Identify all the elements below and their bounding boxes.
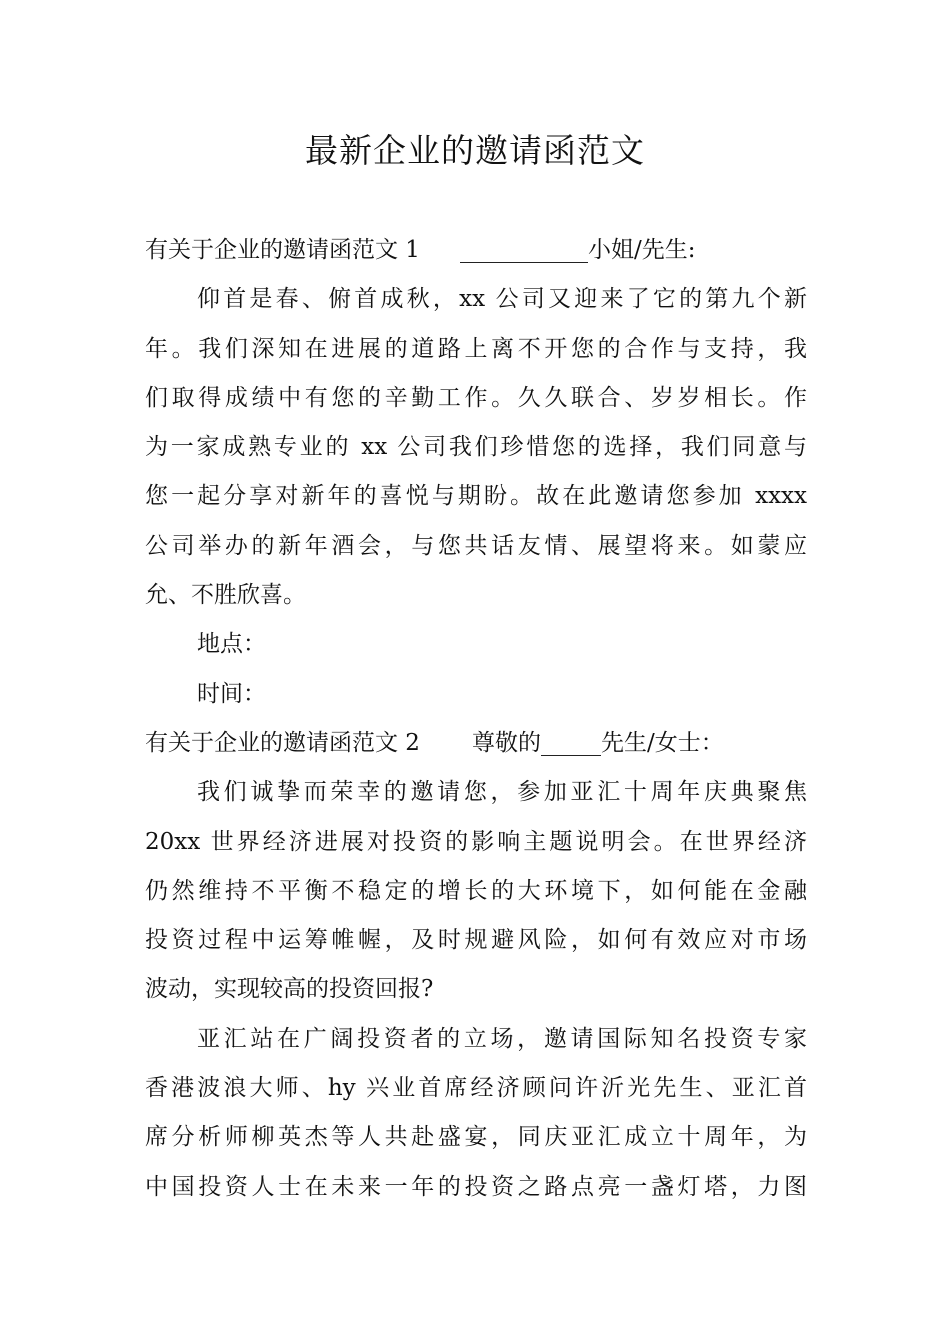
section1-salutation: 小姐/先生: bbox=[587, 237, 696, 263]
paragraph-line: 中国投资人士在未来一年的投资之路点亮一盏灯塔，力图 bbox=[145, 1173, 807, 1200]
name-blank-line bbox=[541, 725, 601, 756]
paragraph-line: 我们诚挚而荣幸的邀请您，参加亚汇十周年庆典聚焦 bbox=[197, 779, 807, 806]
name-blank-line bbox=[460, 232, 588, 263]
section2-heading: 有关于企业的邀请函范文 2 bbox=[145, 729, 420, 756]
document-body bbox=[145, 226, 807, 1212]
location-label: 地点： bbox=[197, 631, 266, 658]
paragraph-line: 您一起分享对新年的喜悦与期盼。故在此邀请您参加 xxxx bbox=[145, 483, 807, 510]
paragraph-line: 仰首是春、俯首成秋，xx 公司又迎来了它的第九个新 bbox=[197, 286, 807, 313]
section1-heading-line bbox=[145, 226, 807, 275]
time-label: 时间： bbox=[197, 680, 266, 707]
paragraph-line: 仍然维持不平衡不稳定的增长的大环境下，如何能在金融 bbox=[145, 877, 807, 904]
paragraph-line: 公司举办的新年酒会，与您共话友情、展望将来。如蒙应 bbox=[145, 532, 807, 559]
section2-heading-line bbox=[145, 719, 807, 768]
paragraph-line: 们取得成绩中有您的辛勤工作。久久联合、岁岁相长。作 bbox=[145, 384, 807, 411]
section1-heading: 有关于企业的邀请函范文 1 bbox=[145, 237, 420, 263]
paragraph-line: 为一家成熟专业的 xx 公司我们珍惜您的选择，我们同意与 bbox=[145, 434, 807, 461]
paragraph-line: 允、不胜欣喜。 bbox=[145, 582, 306, 609]
section2-salutation-prefix: 尊敬的 bbox=[471, 729, 541, 756]
paragraph-line: 波动，实现较高的投资回报? bbox=[145, 976, 434, 1003]
paragraph-line: 投资过程中运筹帷幄，及时规避风险，如何有效应对市场 bbox=[145, 927, 807, 954]
paragraph-line: 亚汇站在广阔投资者的立场，邀请国际知名投资专家 bbox=[197, 1025, 807, 1052]
paragraph-line: 香港波浪大师、hy 兴业首席经济顾问许沂光先生、亚汇首 bbox=[145, 1075, 807, 1102]
section1-paragraph bbox=[145, 275, 807, 620]
section2-paragraph-2 bbox=[145, 1015, 807, 1212]
document-title: 最新企业的邀请函范文 bbox=[305, 131, 645, 170]
section2-paragraph-1 bbox=[145, 768, 807, 1014]
section2-salutation-suffix: 先生/女士： bbox=[600, 729, 724, 756]
paragraph-line: 席分析师柳英杰等人共赴盛宴，同庆亚汇成立十周年，为 bbox=[145, 1124, 807, 1151]
paragraph-line: 20xx 世界经济进展对投资的影响主题说明会。在世界经济 bbox=[145, 828, 807, 855]
paragraph-line: 年。我们深知在进展的道路上离不开您的合作与支持，我 bbox=[145, 335, 807, 362]
